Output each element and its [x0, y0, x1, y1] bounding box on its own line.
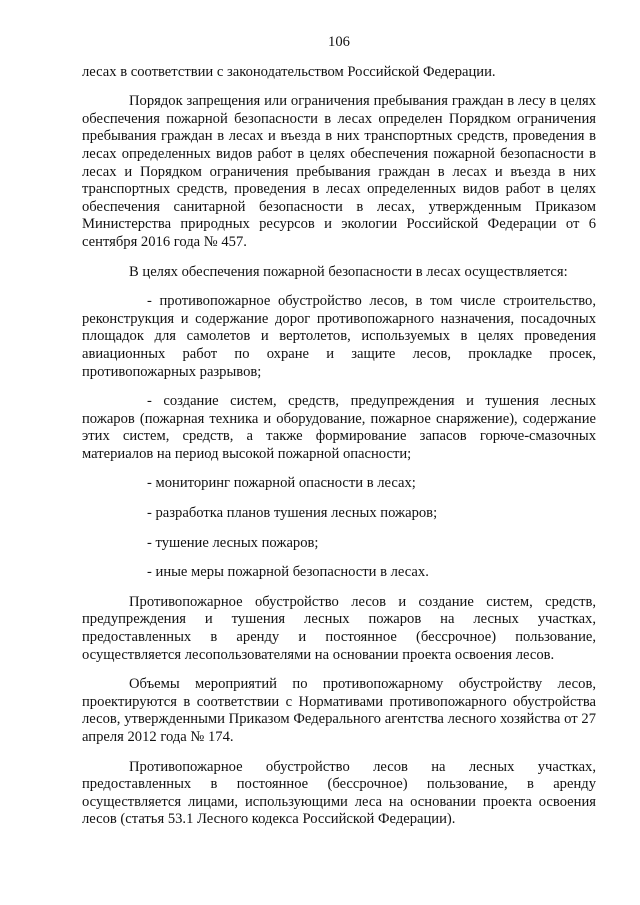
paragraph-order: Порядок запрещения или ограничения пребывания граждан в лесу в целях обеспечения пожарной безопасности в лесах определен Порядком ограничения пребывания граждан в лесах и въезда в них транспортных средств, проведения в лесах определенных видов работ в целях обеспечения пожарной безопасности в лесах и Порядком ограничения пребывания граждан в лесах и въезда в них транспортных средств, проведения в лесах определенных видов работ в целях обеспечения санитарной безопасности в лесах, утвержденным Приказом Министерства природных ресурсов и экологии Российской Федерации от 6 сентября 2016 года № 457.: [82, 93, 596, 250]
list-item: - иные меры пожарной безопасности в лесах.: [147, 564, 429, 581]
paragraph-volumes: Объемы мероприятий по противопожарному обустройству лесов, проектируются в соответствии с Нормативами противопожарного обустройства лесов, утвержденными Приказом Федерального агентства лесного хозяйства от 27 апреля 2012 года № 174.: [82, 676, 596, 745]
paragraph-users: Противопожарное обустройство лесов и создание систем, средств, предупреждения и тушения лесных пожаров на лесных участках, предоставленных в аренду и постоянное (бессрочное) пользование, осуществляется лесопользователями на основании проекта освоения лесов.: [82, 593, 596, 663]
paragraph-final: Противопожарное обустройство лесов на лесных участках, предоставленных в постоянное (бессрочное) пользование, в аренду осуществляется лицами, использующими леса на основании проекта освоения лесов (статья 53.1 Лесного кодекса Российской Федерации).: [82, 758, 596, 828]
paragraph-continuation: лесах в соответствии с законодательством Российской Федерации.: [82, 63, 496, 80]
list-item: - мониторинг пожарной опасности в лесах;: [147, 475, 416, 492]
list-item: - создание систем, средств, предупреждения и тушения лесных пожаров (пожарная техника и оборудование, пожарное снаряжение), содержание этих систем, средств, а также формирование запасов горюче-смазочных материалов на период высокой пожарной опасности;: [82, 393, 596, 462]
paragraph-intro: В целях обеспечения пожарной безопасности в лесах осуществляется:: [129, 263, 568, 280]
list-item: - тушение лесных пожаров;: [147, 534, 319, 551]
list-item: - противопожарное обустройство лесов, в том числе строительство, реконструкция и содержание дорог противопожарного назначения, посадочных площадок для самолетов и вертолетов, используемых в целях проведения авиационных работ по охране и защите лесов, прокладке просек, противопожарных разрывов;: [82, 293, 596, 380]
list-item: - разработка планов тушения лесных пожаров;: [147, 505, 438, 522]
page-number: 106: [328, 34, 350, 50]
